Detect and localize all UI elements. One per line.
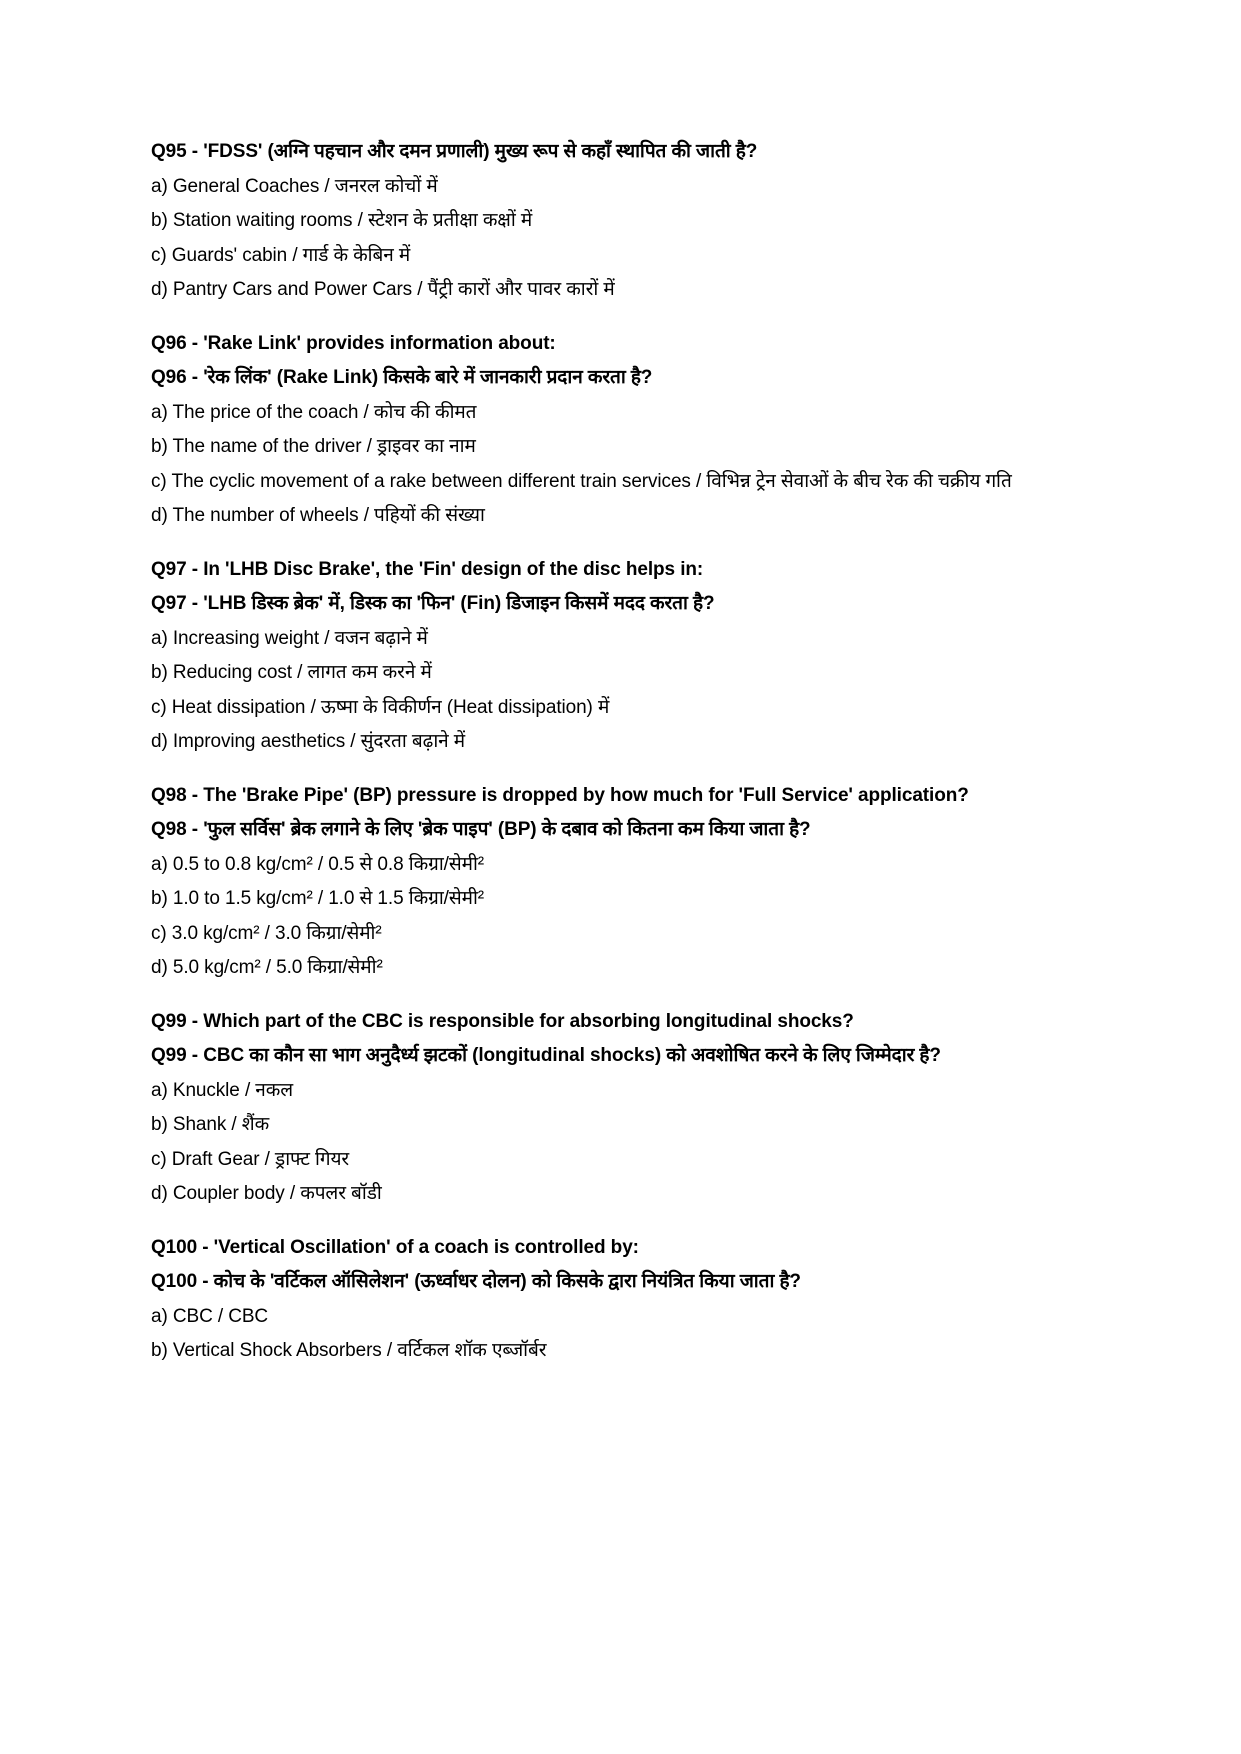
option-d: d) Improving aesthetics / सुंदरता बढ़ाने में — [151, 731, 466, 752]
option-b: b) Shank / शैंक — [151, 1114, 270, 1135]
question-text-english: Q99 - Which part of the CBC is responsible for absorbing longitudinal shocks? — [151, 1010, 854, 1032]
option-b: b) 1.0 to 1.5 kg/cm² / 1.0 से 1.5 किग्रा/सेमी² — [151, 888, 485, 909]
question-text-hindi: Q100 - कोच के 'वर्टिकल ऑसिलेशन' (ऊर्ध्वाधर दोलन) को किसके द्वारा नियंत्रित किया जाता है? — [151, 1271, 801, 1292]
option-d: d) 5.0 kg/cm² / 5.0 किग्रा/सेमी² — [151, 957, 383, 978]
question-text: Q95 - 'FDSS' (अग्नि पहचान और दमन प्रणाली) मुख्य रूप से कहाँ स्थापित की जाती है? — [151, 141, 758, 162]
question-text-english: Q98 - The 'Brake Pipe' (BP) pressure is dropped by how much for 'Full Service' application? — [151, 784, 969, 806]
document-page — [151, 141, 1111, 1388]
question-text-hindi: Q98 - 'फुल सर्विस' ब्रेक लगाने के लिए 'ब्रेक पाइप' (BP) के दबाव को कितना कम किया जाता है? — [151, 819, 811, 840]
option-c: c) Guards' cabin / गार्ड के केबिन में — [151, 244, 411, 266]
option-b: b) The name of the driver / ड्राइवर का नाम — [151, 436, 476, 457]
option-c: c) Heat dissipation / ऊष्मा के विकीर्णन (Heat dissipation) में — [151, 696, 610, 718]
question-q100 — [151, 1231, 1111, 1369]
question-text-hindi: Q99 - CBC का कौन सा भाग अनुदैर्ध्य झटकों (longitudinal shocks) को अवशोषित करने के लिए जिम्मेदार है? — [151, 1045, 941, 1066]
question-text-english: Q96 - 'Rake Link' provides information about: — [151, 332, 556, 354]
question-q95 — [151, 135, 1111, 308]
option-a: a) Increasing weight / वजन बढ़ाने में — [151, 627, 428, 649]
option-b: b) Reducing cost / लागत कम करने में — [151, 662, 432, 683]
option-a: a) General Coaches / जनरल कोचों में — [151, 175, 438, 197]
question-text-hindi: Q97 - 'LHB डिस्क ब्रेक' में, डिस्क का 'फिन' (Fin) डिजाइन किसमें मदद करता है? — [151, 593, 715, 614]
option-b: b) Station waiting rooms / स्टेशन के प्रतीक्षा कक्षों में — [151, 210, 533, 231]
question-text-english: Q100 - 'Vertical Oscillation' of a coach is controlled by: — [151, 1236, 639, 1258]
option-d: d) Coupler body / कपलर बॉडी — [151, 1183, 382, 1204]
option-d: d) The number of wheels / पहियों की संख्या — [151, 505, 485, 526]
option-a: a) CBC / CBC — [151, 1305, 269, 1327]
option-a: a) Knuckle / नकल — [151, 1079, 294, 1101]
option-a: a) 0.5 to 0.8 kg/cm² / 0.5 से 0.8 किग्रा/सेमी² — [151, 853, 485, 875]
option-d: d) Pantry Cars and Power Cars / पैंट्री कारों और पावर कारों में — [151, 279, 615, 300]
option-a: a) The price of the coach / कोच की कीमत — [151, 401, 477, 423]
option-c: c) 3.0 kg/cm² / 3.0 किग्रा/सेमी² — [151, 922, 382, 944]
option-c: c) The cyclic movement of a rake between different train services / विभिन्न ट्रेन सेवाओं के बीच रेक की चक्रीय गति — [151, 470, 1012, 492]
question-q98 — [151, 779, 1111, 986]
question-q99 — [151, 1005, 1111, 1212]
option-c: c) Draft Gear / ड्राफ्ट गियर — [151, 1148, 350, 1170]
question-q97 — [151, 553, 1111, 760]
question-q96 — [151, 327, 1111, 534]
question-text-hindi: Q96 - 'रेक लिंक' (Rake Link) किसके बारे में जानकारी प्रदान करता है? — [151, 367, 653, 388]
question-text-english: Q97 - In 'LHB Disc Brake', the 'Fin' design of the disc helps in: — [151, 558, 704, 580]
option-b: b) Vertical Shock Absorbers / वर्टिकल शॉक एब्जॉर्बर — [151, 1340, 547, 1361]
